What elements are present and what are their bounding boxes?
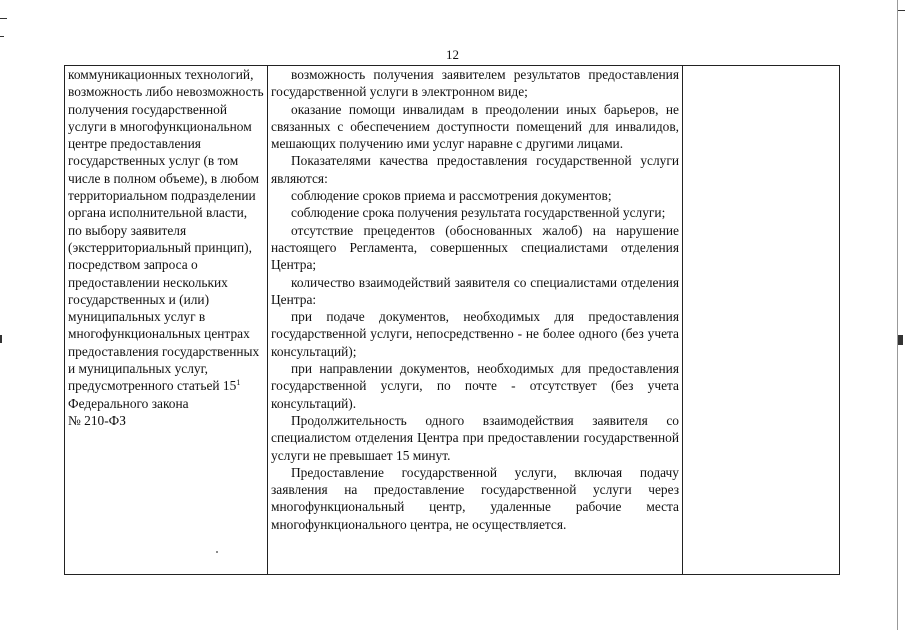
description-paragraph: при подаче документов, необходимых для предоставления государственной услуги, непосредственно - не более одного (без учета консультаций); xyxy=(271,309,679,359)
description-paragraph: Предоставление государственной услуги, включая подачу заявления на предоставление государственной услуги через многофункциональный центр, удаленные рабочие места многофункционального центра, не осуществляется. xyxy=(271,464,679,532)
cell-empty xyxy=(683,66,840,575)
criteria-law-number: № 210-ФЗ xyxy=(68,412,126,428)
criteria-text xyxy=(68,66,264,429)
criteria-law-name: Федерального закона xyxy=(68,395,189,411)
criteria-main-text: коммуникационных технологий, возможность либо невозможность получения государственной услуги в многофункциональном центре предоставления государственных услуг (в том числе в полном объеме), в любом территориальном подразделении органа исполнительной власти, по выбору заявителя (экстерриториальный принцип), посредством запроса о предоставлении нескольких государственных и (или) муниципальных услуг в многофункциональных центрах предоставления государственных и муниципальных услуг, предусмотренного статьей 15 xyxy=(68,67,264,394)
cell-description xyxy=(268,66,683,575)
table-row xyxy=(65,66,840,575)
criteria-superscript: 1 xyxy=(236,378,241,388)
cell-criteria xyxy=(65,66,268,575)
scan-edge-mark xyxy=(0,18,7,19)
page-number: 12 xyxy=(446,47,459,62)
description-paragraph: количество взаимодействий заявителя со специалистами отделения Центра: xyxy=(271,274,679,307)
scan-edge-mark xyxy=(0,335,2,343)
description-paragraph: Показателями качества предоставления государственной услуги являются: xyxy=(271,153,679,186)
description-paragraph: соблюдение сроков приема и рассмотрения документов; xyxy=(291,188,612,204)
description-paragraph: отсутствие прецедентов (обоснованных жалоб) на нарушение настоящего Регламента, совершенных специалистами отделения Центра; xyxy=(271,222,679,273)
regulation-table xyxy=(64,65,840,575)
scan-edge-mark xyxy=(898,10,905,11)
description-paragraph: оказание помощи инвалидам в преодолении иных барьеров, не связанных с обеспечением доступности помещений для инвалидов, мешающих получению ими услуг наравне с другими лицами. xyxy=(271,101,679,152)
description-paragraph: при направлении документов, необходимых для предоставления государственной услуги, по почте - отсутствует (без учета консультаций). xyxy=(271,361,679,411)
description-paragraph: Продолжительность одного взаимодействия заявителя со специалистом отделения Центра при предоставлении государственной услуги не превышает 15 минут. xyxy=(271,412,679,463)
description-paragraph: возможность получения заявителем результатов предоставления государственной услуги в электронном виде; xyxy=(271,67,679,100)
description-paragraph: соблюдение срока получения результата государственной услуги; xyxy=(291,205,666,221)
scan-edge-mark xyxy=(897,0,898,630)
scan-dot xyxy=(216,551,218,553)
scan-edge-mark xyxy=(898,335,903,345)
scan-edge-mark xyxy=(0,36,4,37)
